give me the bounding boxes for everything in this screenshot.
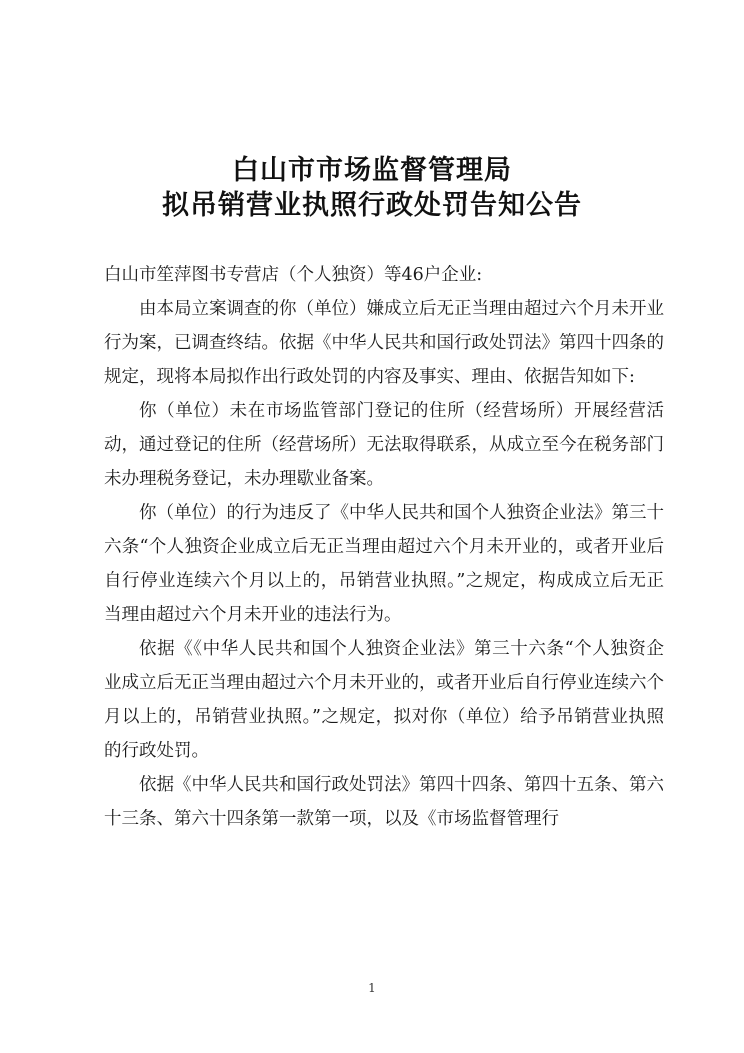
paragraph-penalty: 依据《《中华人民共和国个人独资企业法》第三十六条“个人独资企业成立后无正当理由超过六个月未开业的，或者开业后自行停业连续六个月以上的，吊销营业执照。”之规定，拟对你（单位）给予吊销营业执照的行政处罚。 bbox=[104, 639, 664, 761]
paragraph-violation: 你（单位）的行为违反了《中华人民共和国个人独资企业法》第三十六条“个人独资企业成立后无正当理由超过六个月未开业的，或者开业后自行停业连续六个月以上的，吊销营业执照。”之规定，构成成立后无正当理由超过六个月未开业的违法行为。 bbox=[104, 503, 664, 625]
paragraph-legal-basis: 依据《中华人民共和国行政处罚法》第四十四条、第四十五条、第六十三条、第六十四条第一款第一项，以及《市场监督管理行 bbox=[104, 775, 664, 829]
paragraph-facts: 你（单位）未在市场监管部门登记的住所（经营场所）开展经营活动，通过登记的住所（经营场所）无法取得联系，从成立至今在税务部门未办理税务登记，未办理歇业备案。 bbox=[104, 401, 664, 489]
salutation: 白山市笙萍图书专营店（个人独资）等46户企业: bbox=[104, 265, 483, 285]
document-title-line-2: 拟吊销营业执照行政处罚告知公告 bbox=[162, 190, 582, 221]
page-number: 1 bbox=[368, 981, 376, 995]
document-body bbox=[104, 258, 664, 836]
paragraph-investigation: 由本局立案调查的你（单位）嫌成立后无正当理由超过六个月未开业行为案，已调查终结。依据《中华人民共和国行政处罚法》第四十四条的规定，现将本局拟作出行政处罚的内容及事实、理由、依据告知如下: bbox=[104, 299, 664, 387]
document-title-line-1: 白山市市场监督管理局 bbox=[232, 155, 512, 186]
